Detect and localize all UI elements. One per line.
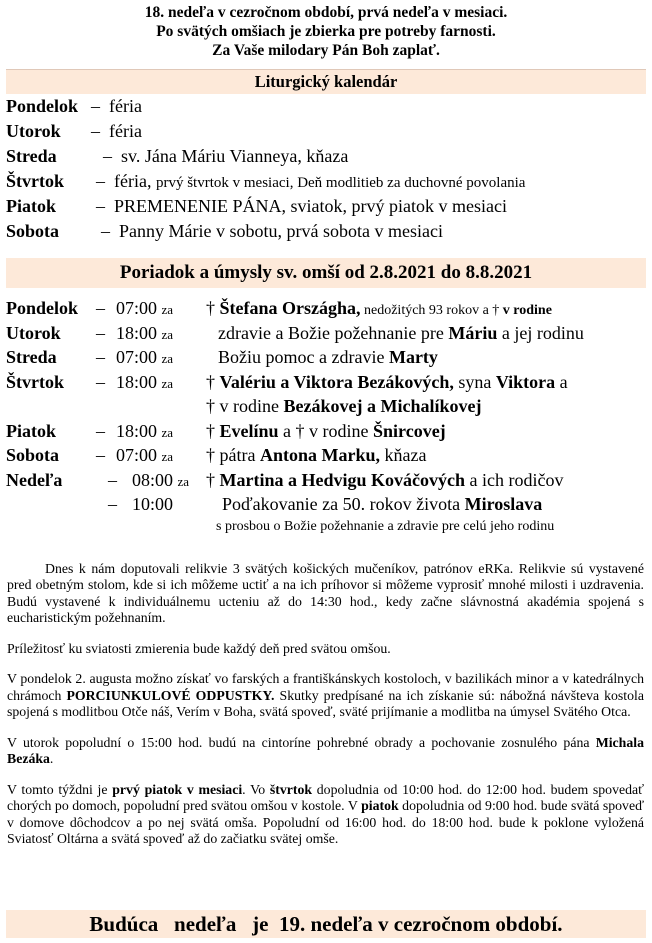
mass-row-continued — [6, 517, 652, 537]
calendar-text: Panny Márie v sobotu, prvá sobota v mesiaci — [119, 221, 443, 241]
calendar-dash: – — [96, 171, 105, 191]
calendar-day: Piatok — [6, 196, 57, 216]
mass-row — [6, 370, 652, 395]
calendar-text-small: prvý štvrtok v mesiaci, Deň modlitieb za duchovné povolania — [155, 175, 526, 191]
paragraph-first-friday: V tomto týždni je prvý piatok v mesiaci. Vo štvrtok dopoludnia od 10:00 hod. do 12:00 hod. budem spovedať chorých po domoch, popoludní pred svätou omšou v kostole. V piatok dopoludnia od 9:00 hod. bude svätá spoveď v domove dôchodcov a po nej svätá omša. Popoludní od 16:00 hod. do 18:00 hod. bude k poklone vyložená Sviatosť Oltárna a svätá spoveď až do začiatku svätej omše. — [7, 781, 645, 846]
mass-time: 18:00 — [116, 420, 158, 441]
calendar-row — [6, 169, 652, 194]
mass-row — [6, 419, 652, 444]
intro-line-1: 18. nedeľa v cezročnom období, prvá nedeľa v mesiaci. — [144, 4, 508, 21]
intro-line-2: Po svätých omšiach je zbierka pre potreby farnosti. — [156, 23, 496, 40]
mass-time: 18:00 — [116, 371, 158, 392]
mass-za: za — [161, 375, 174, 391]
mass-intention: zdravie a Božie požehnanie pre Máriu a jej rodinu — [218, 322, 584, 343]
mass-intention: † v rodine Bezákovej a Michalíkovej — [206, 396, 482, 416]
mass-dash: – — [96, 420, 105, 441]
calendar-dash: – — [103, 146, 112, 166]
calendar-row — [6, 94, 652, 119]
mass-za: za — [161, 351, 174, 366]
calendar-row — [6, 119, 652, 144]
mass-day: Pondelok — [6, 298, 79, 318]
mass-day: Štvrtok — [6, 371, 64, 392]
mass-intention: † Martina a Hedvigu Kováčových a ich rodičov — [206, 469, 564, 490]
paragraph-indulgence: V pondelok 2. augusta možno získať vo farských a františkánskych kostoloch, v bazilikách minor a v katedrálnych chrámoch PORCIUNKULOVÉ ODPUSTKY. Skutky predpísané na ich získanie sú: nábožná návšteva kostola spojená s modlitbou Otče náš, Verím v Boha, svätá spoveď, sväté prijímanie a modlitba na úmysel Svätého Otca. — [7, 671, 644, 719]
mass-intention: † pátra Antona Marku, kňaza — [206, 445, 427, 465]
mass-day: Streda — [6, 347, 57, 367]
paragraph-relics: Dnes k nám doputovali relikvie 3 svätých košických mučeníkov, patrónov eRKa. Relikvie sú vystavené pred obetným stolom, kde si ich môžeme uctiť a na ich príhovor si môžeme vyprosiť mnohé milosti i uzdravenia. Budú vystavené k individuálnemu ucteniu až do 14:30 hod., kedy začne slávnostná akadémia spojená s eucharistickým požehnaním. — [7, 560, 644, 625]
mass-intention: Božiu pomoc a zdravie Marty — [218, 347, 438, 367]
mass-dash: – — [96, 298, 105, 318]
masses-title: Poriadok a úmysly sv. omší od 2.8.2021 do 8.8.2021 — [6, 258, 646, 288]
mass-time: 08:00 — [132, 469, 174, 490]
mass-dash: – — [96, 445, 105, 465]
mass-za: za — [161, 326, 174, 342]
mass-intention: † Valériu a Viktora Bezákových, syna Viktora a — [206, 371, 568, 392]
paragraph-confession: Príležitosť ku sviatosti zmierenia bude každý deň pred svätou omšou. — [7, 640, 391, 656]
mass-time: 18:00 — [116, 322, 158, 343]
mass-intention: † Evelínu a † v rodine Šnircovej — [206, 420, 446, 441]
mass-dash: – — [108, 494, 117, 514]
mass-schedule — [6, 296, 652, 537]
calendar-dash: – — [96, 196, 105, 216]
calendar-dash: – — [91, 96, 100, 116]
mass-row — [6, 321, 652, 346]
calendar-day: Sobota — [6, 221, 60, 241]
mass-day: Utorok — [6, 322, 61, 343]
mass-day: Nedeľa — [6, 469, 63, 490]
liturgical-calendar — [6, 94, 652, 244]
calendar-row — [6, 219, 652, 244]
calendar-text: PREMENENIE PÁNA, sviatok, prvý piatok v mesiaci — [114, 196, 507, 216]
mass-row — [6, 468, 652, 493]
calendar-text: sv. Jána Máriu Vianneya, kňaza — [121, 146, 349, 166]
mass-time: 10:00 — [132, 494, 174, 514]
mass-row-continued — [6, 394, 652, 419]
mass-row — [6, 443, 652, 468]
calendar-dash: – — [101, 221, 110, 241]
mass-row — [6, 492, 652, 517]
calendar-dash: – — [91, 121, 100, 141]
mass-day: Sobota — [6, 445, 60, 465]
mass-za: za — [161, 424, 174, 440]
mass-dash: – — [96, 371, 105, 392]
mass-intention: s prosbou o Božie požehnanie a zdravie pre celú jeho rodinu — [216, 518, 555, 534]
calendar-text: féria — [109, 96, 142, 116]
calendar-day: Pondelok — [6, 96, 79, 116]
mass-day: Piatok — [6, 420, 57, 441]
mass-dash: – — [96, 322, 105, 343]
mass-time: 07:00 — [116, 445, 158, 465]
mass-za: za — [161, 449, 174, 464]
mass-dash: – — [96, 347, 105, 367]
next-sunday-banner: Budúca nedeľa je 19. nedeľa v cezročnom období. — [6, 910, 646, 938]
mass-time: 07:00 — [116, 347, 158, 367]
mass-row — [6, 345, 652, 370]
intro-block — [0, 3, 652, 60]
mass-intention: † Štefana Országha, nedožitých 93 rokov a † v rodine — [206, 298, 552, 318]
calendar-title: Liturgický kalendár — [6, 69, 646, 94]
calendar-row — [6, 144, 652, 169]
calendar-text: féria — [109, 121, 142, 141]
mass-za: za — [161, 302, 174, 317]
mass-intention: Poďakovanie za 50. rokov života Miroslava — [222, 494, 543, 514]
calendar-day: Utorok — [6, 121, 61, 141]
calendar-row — [6, 194, 652, 219]
calendar-day: Streda — [6, 146, 57, 166]
mass-time: 07:00 — [116, 298, 158, 318]
calendar-day: Štvrtok — [6, 171, 64, 191]
calendar-text: féria, — [114, 171, 156, 191]
mass-row — [6, 296, 652, 321]
intro-line-3: Za Vaše milodary Pán Boh zaplať. — [212, 42, 440, 59]
paragraph-funeral: V utorok popoludní o 15:00 hod. budú na cintoríne pohrebné obrady a pochovanie zosnulého pána Michala Bezáka. — [7, 734, 644, 766]
mass-dash: – — [108, 469, 117, 490]
mass-za: za — [177, 473, 190, 489]
